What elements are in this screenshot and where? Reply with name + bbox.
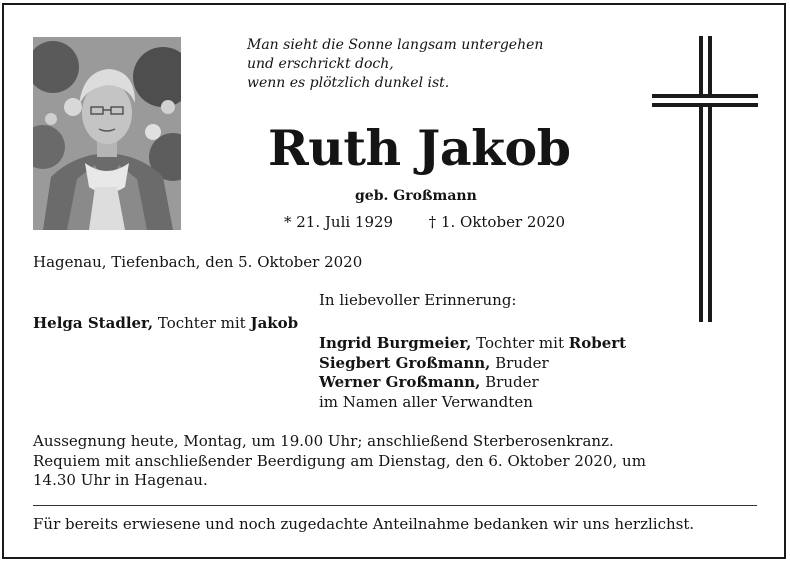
ceremony-line: Requiem mit anschließender Beerdigung am Dienstag, den 6. Oktober 2020, um: [33, 451, 646, 470]
mourner-entry: [319, 334, 626, 354]
mourner-name: Helga Stadler,: [33, 314, 154, 332]
life-dates: [284, 213, 565, 231]
poem-line: Man sieht die Sonne langsam untergehen: [247, 37, 544, 53]
mourner-partner: Robert: [568, 334, 627, 352]
memorial-poem: [247, 36, 543, 93]
born-name: geb. Großmann: [355, 188, 477, 204]
mourner-name: Siegbert Großmann,: [319, 353, 491, 372]
mourner-partner: Jakob: [250, 314, 299, 332]
ceremony-line: Aussegnung heute, Montag, um 19.00 Uhr; anschließend Sterberosenkranz.: [33, 432, 614, 450]
cross-icon: [652, 36, 758, 322]
mourner-relation: Tochter mit: [471, 334, 569, 352]
ceremony-line: 14.30 Uhr in Hagenau.: [33, 471, 208, 489]
memory-label: In liebevoller Erinnerung:: [319, 291, 517, 309]
poem-line: und erschrickt doch,: [247, 56, 394, 72]
poem-line: wenn es plötzlich dunkel ist.: [247, 75, 450, 91]
place-date: Hagenau, Tiefenbach, den 5. Oktober 2020: [33, 253, 363, 271]
mourner-name: Ingrid Burgmeier,: [319, 334, 472, 352]
birth-date: * 21. Juli 1929: [284, 213, 394, 231]
mourner-relation: Bruder: [480, 373, 539, 391]
mourner-entry: [319, 354, 626, 374]
mourner-relation: Bruder: [490, 353, 549, 372]
mourner-name: Werner Großmann,: [319, 373, 481, 391]
death-date: † 1. Oktober 2020: [428, 213, 566, 231]
relatives-line: im Namen aller Verwandten: [319, 392, 533, 411]
mourner-relation: Tochter mit: [153, 314, 251, 332]
mourners-list: [319, 334, 626, 412]
mourner-entry: [33, 314, 298, 332]
mourner-entry: [319, 373, 626, 393]
thanks-text: Für bereits erwiesene und noch zugedachte Anteilnahme bedanken wir uns herzlichst.: [33, 515, 695, 533]
divider-line: [33, 505, 757, 506]
ceremony-info: [33, 432, 646, 491]
portrait-photo: [33, 37, 181, 230]
deceased-name: Ruth Jakob: [268, 119, 571, 177]
